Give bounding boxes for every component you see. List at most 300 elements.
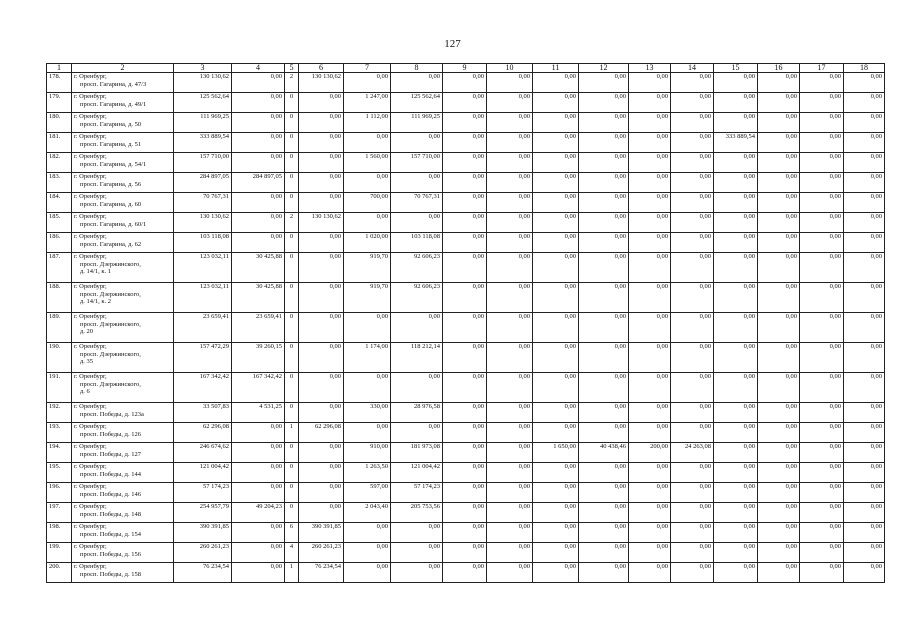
value-cell: 0,00 [299, 93, 344, 113]
column-header: 12 [579, 64, 629, 73]
value-cell: 0,00 [671, 233, 714, 253]
value-cell: 181 973,08 [391, 443, 443, 463]
column-header: 3 [174, 64, 232, 73]
value-cell: 157 472,29 [174, 343, 232, 373]
value-cell: 118 212,14 [391, 343, 443, 373]
value-cell: 0,00 [758, 463, 800, 483]
table-row [47, 253, 885, 283]
value-cell: 0,00 [391, 423, 443, 443]
value-cell: 2 [285, 73, 299, 93]
value-cell: 0,00 [800, 73, 844, 93]
row-index: 179. [47, 93, 72, 113]
address-cell [72, 283, 174, 313]
value-cell: 0,00 [344, 73, 391, 93]
column-header: 9 [443, 64, 487, 73]
address-line: г. Оренбург, [74, 193, 107, 200]
value-cell: 0,00 [671, 373, 714, 403]
value-cell: 0,00 [391, 73, 443, 93]
value-cell: 0,00 [758, 153, 800, 173]
address-line: просп. Победы, д. 127 [80, 450, 141, 458]
value-cell: 0,00 [299, 233, 344, 253]
value-cell: 0,00 [232, 113, 285, 133]
value-cell: 0,00 [629, 563, 671, 583]
value-cell: 92 606,23 [391, 283, 443, 313]
value-cell: 0,00 [487, 113, 533, 133]
address-line: просп. Дзержинского, [80, 380, 141, 388]
value-cell: 0,00 [299, 153, 344, 173]
value-cell: 0 [285, 503, 299, 523]
value-cell: 167 342,42 [232, 373, 285, 403]
value-cell: 0,00 [800, 313, 844, 343]
value-cell: 0,00 [443, 483, 487, 503]
value-cell: 0,00 [758, 73, 800, 93]
value-cell: 1 174,00 [344, 343, 391, 373]
value-cell: 0,00 [533, 173, 579, 193]
value-cell: 0,00 [344, 523, 391, 543]
value-cell: 0,00 [579, 313, 629, 343]
value-cell: 0,00 [232, 423, 285, 443]
value-cell: 0,00 [714, 253, 758, 283]
value-cell: 0,00 [714, 113, 758, 133]
value-cell: 0,00 [487, 283, 533, 313]
table-row [47, 523, 885, 543]
value-cell: 0,00 [533, 283, 579, 313]
value-cell: 0,00 [800, 193, 844, 213]
address-cell [72, 523, 174, 543]
row-index: 194. [47, 443, 72, 463]
table-row [47, 193, 885, 213]
address-line: просп. Победы, д. 123а [80, 410, 144, 418]
value-cell: 0,00 [579, 113, 629, 133]
value-cell: 0,00 [800, 523, 844, 543]
value-cell: 0,00 [579, 423, 629, 443]
address-line: просп. Гагарина, д. 54/1 [80, 160, 147, 168]
value-cell: 0,00 [487, 423, 533, 443]
value-cell: 0 [285, 463, 299, 483]
address-line: просп. Победы, д. 154 [80, 530, 141, 538]
value-cell: 330,00 [344, 403, 391, 423]
value-cell: 125 562,64 [391, 93, 443, 113]
value-cell: 1 263,50 [344, 463, 391, 483]
value-cell: 0,00 [844, 523, 885, 543]
value-cell: 0,00 [443, 313, 487, 343]
value-cell: 0,00 [299, 313, 344, 343]
value-cell: 0,00 [844, 133, 885, 153]
address-line: просп. Победы, д. 148 [80, 510, 141, 518]
value-cell: 0,00 [714, 403, 758, 423]
value-cell: 0,00 [579, 73, 629, 93]
value-cell: 0,00 [487, 153, 533, 173]
address-cell [72, 543, 174, 563]
value-cell: 0,00 [671, 463, 714, 483]
address-cell [72, 403, 174, 423]
value-cell: 157 710,00 [391, 153, 443, 173]
value-cell: 0 [285, 443, 299, 463]
value-cell: 0,00 [344, 173, 391, 193]
value-cell: 0,00 [443, 253, 487, 283]
row-index: 178. [47, 73, 72, 93]
value-cell: 167 342,42 [174, 373, 232, 403]
table-row [47, 403, 885, 423]
value-cell: 0,00 [758, 563, 800, 583]
value-cell: 0,00 [487, 523, 533, 543]
address-cell [72, 373, 174, 403]
value-cell: 0,00 [579, 523, 629, 543]
value-cell: 0,00 [299, 343, 344, 373]
value-cell: 0,00 [487, 503, 533, 523]
address-cell [72, 153, 174, 173]
address-line: д. 14/1, к. 2 [80, 298, 112, 305]
value-cell: 0,00 [344, 133, 391, 153]
value-cell: 0,00 [714, 193, 758, 213]
table-row [47, 543, 885, 563]
value-cell: 0,00 [671, 403, 714, 423]
value-cell: 0,00 [844, 443, 885, 463]
address-cell [72, 563, 174, 583]
column-header: 16 [758, 64, 800, 73]
value-cell: 0,00 [391, 133, 443, 153]
address-line: д. 14/1, к. 1 [80, 268, 112, 275]
value-cell: 0,00 [758, 313, 800, 343]
address-line: г. Оренбург, [74, 173, 107, 180]
value-cell: 284 897,05 [174, 173, 232, 193]
value-cell: 0,00 [579, 283, 629, 313]
column-header: 5 [285, 64, 299, 73]
value-cell: 0,00 [533, 193, 579, 213]
value-cell: 0,00 [629, 403, 671, 423]
value-cell: 0,00 [629, 543, 671, 563]
value-cell: 0 [285, 113, 299, 133]
address-line: г. Оренбург, [74, 253, 107, 260]
value-cell: 0,00 [579, 543, 629, 563]
value-cell: 0,00 [844, 73, 885, 93]
value-cell: 0,00 [844, 253, 885, 283]
value-cell: 0,00 [629, 313, 671, 343]
value-cell: 2 043,40 [344, 503, 391, 523]
value-cell: 0,00 [629, 153, 671, 173]
value-cell: 0,00 [714, 73, 758, 93]
value-cell: 0,00 [487, 343, 533, 373]
value-cell: 0,00 [758, 503, 800, 523]
column-header: 18 [844, 64, 885, 73]
value-cell: 0,00 [443, 503, 487, 523]
value-cell: 0,00 [629, 93, 671, 113]
value-cell: 0,00 [758, 213, 800, 233]
value-cell: 0,00 [533, 463, 579, 483]
row-index: 189. [47, 313, 72, 343]
value-cell: 0,00 [671, 313, 714, 343]
value-cell: 0,00 [391, 313, 443, 343]
value-cell: 0,00 [533, 543, 579, 563]
column-header: 14 [671, 64, 714, 73]
value-cell: 0,00 [629, 523, 671, 543]
value-cell: 0,00 [758, 373, 800, 403]
value-cell: 0 [285, 253, 299, 283]
value-cell: 0 [285, 283, 299, 313]
address-line: просп. Победы, д. 146 [80, 490, 141, 498]
value-cell: 130 130,62 [299, 213, 344, 233]
address-line: г. Оренбург, [74, 113, 107, 120]
value-cell: 0,00 [299, 463, 344, 483]
value-cell: 0 [285, 343, 299, 373]
value-cell: 0,00 [232, 543, 285, 563]
value-cell: 0,00 [232, 153, 285, 173]
value-cell: 0,00 [800, 373, 844, 403]
value-cell: 0,00 [344, 213, 391, 233]
value-cell: 0,00 [533, 153, 579, 173]
value-cell: 0,00 [844, 113, 885, 133]
value-cell: 0,00 [443, 373, 487, 403]
value-cell: 0,00 [844, 213, 885, 233]
value-cell: 92 606,23 [391, 253, 443, 283]
value-cell: 0,00 [232, 443, 285, 463]
value-cell: 333 889,54 [714, 133, 758, 153]
address-line: просп. Дзержинского, [80, 290, 141, 298]
column-header: 2 [72, 64, 174, 73]
value-cell: 0,00 [443, 463, 487, 483]
value-cell: 0,00 [232, 133, 285, 153]
address-line: г. Оренбург, [74, 373, 107, 380]
value-cell: 0,00 [629, 233, 671, 253]
value-cell: 0,00 [629, 463, 671, 483]
value-cell: 0,00 [671, 173, 714, 193]
column-number-row [47, 64, 885, 73]
value-cell: 0,00 [487, 443, 533, 463]
value-cell: 0,00 [344, 563, 391, 583]
value-cell: 0,00 [844, 423, 885, 443]
address-line: г. Оренбург, [74, 133, 107, 140]
value-cell: 0,00 [671, 423, 714, 443]
value-cell: 0,00 [758, 283, 800, 313]
table-row [47, 343, 885, 373]
value-cell: 0,00 [758, 253, 800, 283]
value-cell: 0 [285, 373, 299, 403]
value-cell: 0,00 [629, 173, 671, 193]
address-cell [72, 463, 174, 483]
value-cell: 0,00 [714, 443, 758, 463]
address-line: просп. Победы, д. 156 [80, 550, 141, 558]
value-cell: 0,00 [800, 443, 844, 463]
value-cell: 0,00 [533, 403, 579, 423]
table-row [47, 443, 885, 463]
value-cell: 0,00 [671, 563, 714, 583]
value-cell: 0,00 [714, 563, 758, 583]
address-cell [72, 423, 174, 443]
value-cell: 0,00 [344, 543, 391, 563]
value-cell: 0,00 [844, 193, 885, 213]
value-cell: 0,00 [671, 113, 714, 133]
value-cell: 0,00 [844, 233, 885, 253]
value-cell: 57 174,23 [174, 483, 232, 503]
value-cell: 1 560,00 [344, 153, 391, 173]
address-line: г. Оренбург, [74, 153, 107, 160]
address-line: г. Оренбург, [74, 563, 107, 570]
value-cell: 6 [285, 523, 299, 543]
value-cell: 0,00 [844, 173, 885, 193]
value-cell: 0,00 [533, 233, 579, 253]
value-cell: 0,00 [844, 343, 885, 373]
address-line: г. Оренбург, [74, 443, 107, 450]
value-cell: 0,00 [487, 193, 533, 213]
table-row [47, 213, 885, 233]
value-cell: 30 425,88 [232, 283, 285, 313]
value-cell: 0,00 [487, 93, 533, 113]
table-row [47, 373, 885, 403]
value-cell: 0,00 [232, 73, 285, 93]
value-cell: 0,00 [714, 313, 758, 343]
value-cell: 0,00 [579, 483, 629, 503]
table-row [47, 133, 885, 153]
value-cell: 0,00 [443, 563, 487, 583]
column-header: 11 [533, 64, 579, 73]
value-cell: 0,00 [844, 483, 885, 503]
value-cell: 0,00 [533, 483, 579, 503]
value-cell: 0,00 [800, 233, 844, 253]
value-cell: 0 [285, 93, 299, 113]
address-cell [72, 73, 174, 93]
address-cell [72, 503, 174, 523]
value-cell: 0,00 [299, 373, 344, 403]
value-cell: 40 438,46 [579, 443, 629, 463]
row-index: 183. [47, 173, 72, 193]
value-cell: 0,00 [579, 503, 629, 523]
value-cell: 0,00 [714, 503, 758, 523]
row-index: 190. [47, 343, 72, 373]
address-line: просп. Победы, д. 158 [80, 570, 141, 578]
row-index: 192. [47, 403, 72, 423]
value-cell: 0,00 [487, 253, 533, 283]
value-cell: 0,00 [299, 133, 344, 153]
value-cell: 0,00 [579, 403, 629, 423]
value-cell: 0,00 [629, 193, 671, 213]
value-cell: 0,00 [800, 253, 844, 283]
value-cell: 333 889,54 [174, 133, 232, 153]
value-cell: 0,00 [714, 373, 758, 403]
value-cell: 0,00 [800, 403, 844, 423]
value-cell: 28 976,58 [391, 403, 443, 423]
value-cell: 0,00 [232, 213, 285, 233]
value-cell: 0 [285, 133, 299, 153]
address-line: просп. Гагарина, д. 60/1 [80, 220, 147, 228]
value-cell: 0,00 [714, 153, 758, 173]
value-cell: 0,00 [629, 253, 671, 283]
value-cell: 0,00 [443, 93, 487, 113]
address-line: просп. Гагарина, д. 56 [80, 180, 142, 188]
address-line: просп. Победы, д. 126 [80, 430, 141, 438]
value-cell: 0,00 [844, 503, 885, 523]
value-cell: 246 674,62 [174, 443, 232, 463]
value-cell: 123 032,11 [174, 283, 232, 313]
value-cell: 0,00 [299, 113, 344, 133]
address-cell [72, 113, 174, 133]
value-cell: 0,00 [443, 343, 487, 373]
value-cell: 0,00 [487, 373, 533, 403]
value-cell: 0 [285, 173, 299, 193]
value-cell: 0,00 [533, 113, 579, 133]
value-cell: 0,00 [671, 483, 714, 503]
address-line: д. 6 [80, 388, 90, 395]
address-line: г. Оренбург, [74, 543, 107, 550]
value-cell: 70 767,31 [174, 193, 232, 213]
value-cell: 0,00 [487, 133, 533, 153]
value-cell: 0,00 [232, 93, 285, 113]
value-cell: 0,00 [299, 403, 344, 423]
value-cell: 0,00 [579, 253, 629, 283]
row-index: 193. [47, 423, 72, 443]
value-cell: 0,00 [533, 373, 579, 403]
value-cell: 0,00 [443, 233, 487, 253]
value-cell: 0,00 [391, 173, 443, 193]
value-cell: 700,00 [344, 193, 391, 213]
table-row [47, 73, 885, 93]
value-cell: 0,00 [844, 373, 885, 403]
value-cell: 0,00 [487, 463, 533, 483]
value-cell: 0,00 [844, 93, 885, 113]
page-number: 127 [444, 38, 461, 50]
value-cell: 0 [285, 313, 299, 343]
value-cell: 0,00 [800, 503, 844, 523]
address-cell [72, 443, 174, 463]
address-line: просп. Победы, д. 144 [80, 470, 141, 478]
value-cell: 0,00 [579, 193, 629, 213]
value-cell: 4 531,25 [232, 403, 285, 423]
value-cell: 0,00 [579, 463, 629, 483]
value-cell: 0,00 [844, 313, 885, 343]
value-cell: 0,00 [344, 423, 391, 443]
column-header: 4 [232, 64, 285, 73]
table-row [47, 233, 885, 253]
address-cell [72, 93, 174, 113]
column-header: 13 [629, 64, 671, 73]
table-body [47, 73, 885, 583]
value-cell: 0,00 [629, 283, 671, 313]
value-cell: 0,00 [714, 463, 758, 483]
value-cell: 0,00 [629, 373, 671, 403]
value-cell: 205 753,56 [391, 503, 443, 523]
value-cell: 0,00 [443, 133, 487, 153]
value-cell: 390 391,85 [299, 523, 344, 543]
value-cell: 0,00 [671, 93, 714, 113]
value-cell: 0,00 [391, 523, 443, 543]
value-cell: 76 234,54 [174, 563, 232, 583]
value-cell: 0,00 [800, 283, 844, 313]
value-cell: 0,00 [671, 503, 714, 523]
value-cell: 0,00 [443, 403, 487, 423]
value-cell: 0,00 [671, 543, 714, 563]
value-cell: 0,00 [533, 313, 579, 343]
value-cell: 1 020,00 [344, 233, 391, 253]
row-index: 200. [47, 563, 72, 583]
value-cell: 0,00 [533, 343, 579, 373]
value-cell: 1 [285, 563, 299, 583]
value-cell: 0,00 [629, 213, 671, 233]
value-cell: 0,00 [800, 153, 844, 173]
value-cell: 0,00 [844, 283, 885, 313]
value-cell: 0,00 [443, 173, 487, 193]
value-cell: 0,00 [533, 253, 579, 283]
value-cell: 0,00 [487, 233, 533, 253]
address-cell [72, 253, 174, 283]
value-cell: 0,00 [758, 233, 800, 253]
value-cell: 0,00 [533, 213, 579, 233]
address-cell [72, 193, 174, 213]
table-row [47, 173, 885, 193]
value-cell: 0,00 [800, 423, 844, 443]
value-cell: 0,00 [800, 543, 844, 563]
address-line: просп. Гагарина, д. 47/3 [80, 80, 147, 88]
row-index: 191. [47, 373, 72, 403]
value-cell: 0,00 [579, 153, 629, 173]
